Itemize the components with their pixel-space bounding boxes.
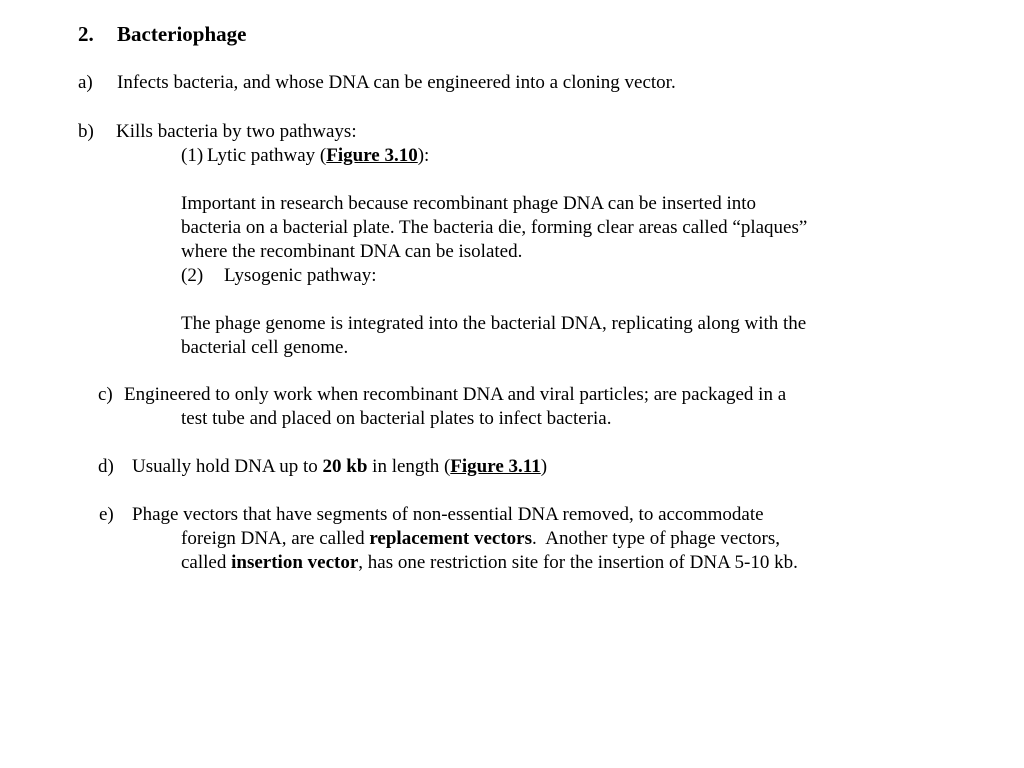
item-c-line: Engineered to only work when recombinant DNA and viral particles; are packaged in a	[124, 384, 787, 405]
sub2-heading: Lysogenic pathway:	[224, 265, 377, 286]
section-number: 2.	[78, 22, 94, 46]
item-a-marker: a)	[78, 72, 93, 93]
item-e-line2	[181, 527, 780, 551]
replacement-vectors-term: replacement vectors	[369, 528, 533, 549]
item-e-line2-pre: foreign DNA, are called	[181, 528, 370, 549]
section-title: Bacteriophage	[117, 22, 247, 46]
item-e-line3-post: , has one restriction site for the insertion of DNA 5-10 kb.	[358, 552, 798, 573]
item-e-line2-post: . Another type of phage vectors,	[532, 528, 780, 549]
sub1-text-pre: Lytic pathway (	[207, 145, 327, 166]
item-e-line1: Phage vectors that have segments of non-essential DNA removed, to accommodate	[132, 504, 764, 525]
sub2-desc-line: bacterial cell genome.	[181, 337, 349, 358]
item-e-line3	[181, 551, 798, 575]
item-b-text: Kills bacteria by two pathways:	[116, 121, 357, 142]
figure-3-10-link[interactable]: Figure 3.10	[326, 145, 418, 166]
sub1-marker: (1)	[181, 145, 204, 166]
sub1-text-post: ):	[417, 145, 430, 166]
item-a-text: Infects bacteria, and whose DNA can be engineered into a cloning vector.	[117, 72, 676, 93]
sub1-desc-line: bacteria on a bacterial plate. The bacteria die, forming clear areas called “plaques”	[181, 217, 808, 238]
insertion-vector-term: insertion vector	[231, 552, 359, 573]
item-c-marker: c)	[98, 384, 113, 405]
figure-3-11-link[interactable]: Figure 3.11	[450, 456, 541, 477]
sub2-desc-line: The phage genome is integrated into the bacterial DNA, replicating along with the	[181, 313, 807, 334]
item-d-text	[132, 455, 547, 479]
item-d-text-pre: Usually hold DNA up to	[132, 456, 323, 477]
item-d-text-post: )	[540, 456, 548, 477]
sub1-desc-line: where the recombinant DNA can be isolated.	[181, 241, 523, 262]
item-e-marker: e)	[99, 504, 114, 525]
item-d-marker: d)	[98, 456, 114, 477]
item-c-line: test tube and placed on bacterial plates to infect bacteria.	[181, 408, 612, 429]
sub1-desc-line: Important in research because recombinant phage DNA can be inserted into	[181, 193, 757, 214]
sub2-marker: (2)	[181, 265, 204, 286]
item-b-marker: b)	[78, 121, 94, 142]
item-d-bold: 20 kb	[322, 456, 368, 477]
item-e-line3-pre: called	[181, 552, 232, 573]
sub1-heading	[207, 144, 429, 168]
item-d-text-mid: in length (	[367, 456, 451, 477]
